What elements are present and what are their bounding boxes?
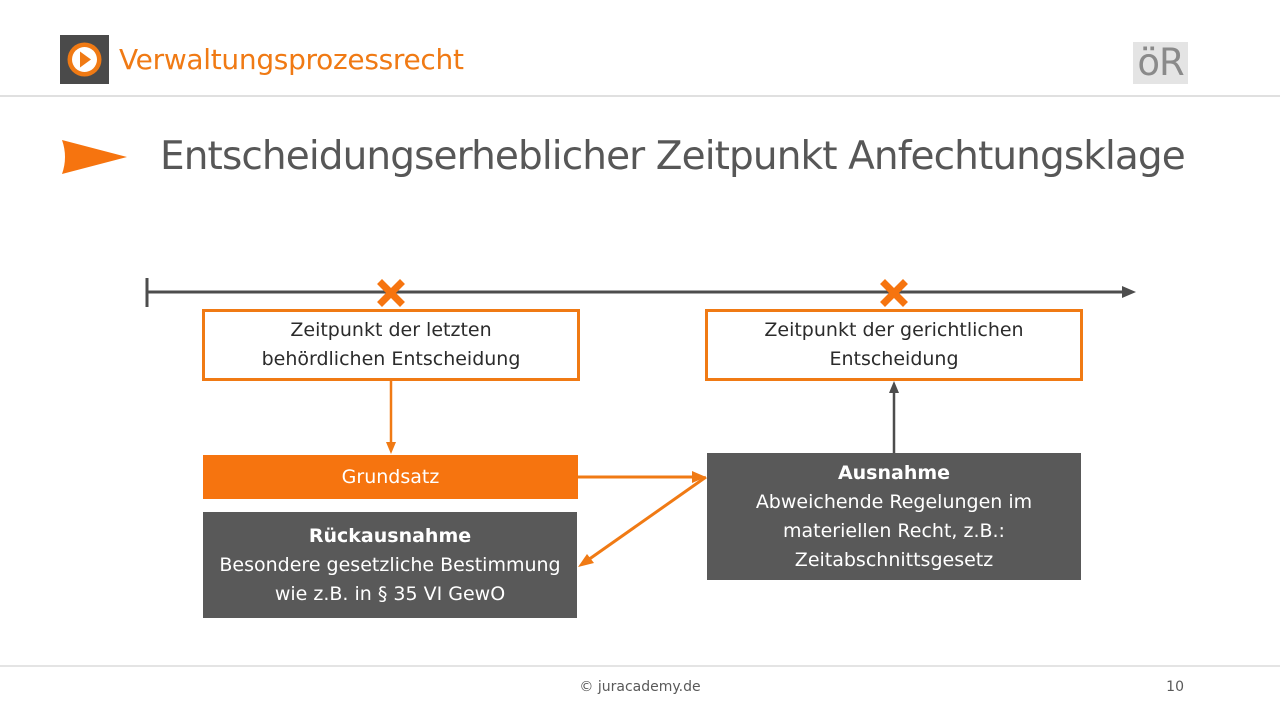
counter-exception-heading: Rückausnahme xyxy=(308,524,472,547)
counter-exception-line2: wie z.B. in § 35 VI GewO xyxy=(274,582,506,605)
timeline xyxy=(147,278,1136,307)
exception-line3: Zeitabschnittsgesetz xyxy=(794,548,994,571)
footer-divider xyxy=(0,665,1280,667)
arrow-principle-to-exception xyxy=(578,471,706,483)
admin-decision-line1: Zeitpunkt der letzten xyxy=(290,319,492,341)
exception-heading: Ausnahme xyxy=(837,461,951,484)
principle-box xyxy=(203,455,578,499)
arrow-exception-to-counter xyxy=(578,477,706,567)
exception-box xyxy=(707,453,1081,580)
admin-decision-line2: behördlichen Entscheidung xyxy=(261,348,521,370)
footer-copyright: © juracademy.de xyxy=(579,679,701,695)
principle-label: Grundsatz xyxy=(341,466,440,488)
counter-exception-box xyxy=(203,512,577,618)
slide-title: Entscheidungserheblicher Zeitpunkt Anfechtungsklage xyxy=(160,134,1185,179)
page-number: 10 xyxy=(1166,679,1184,695)
court-decision-line1: Zeitpunkt der gerichtlichen xyxy=(764,319,1024,341)
course-title: Verwaltungsprozessrecht xyxy=(119,43,464,76)
exception-line1: Abweichende Regelungen im xyxy=(755,490,1033,513)
subject-badge: öR xyxy=(1133,42,1188,84)
exception-line2: materiellen Recht, z.B.: xyxy=(783,519,1005,542)
counter-exception-line1: Besondere gesetzliche Bestimmung xyxy=(219,553,561,576)
court-decision-box xyxy=(705,309,1083,381)
court-decision-line2: Entscheidung xyxy=(829,348,959,370)
arrow-exception-to-court xyxy=(889,381,899,453)
arrow-admin-to-principle xyxy=(386,380,396,454)
admin-decision-box xyxy=(202,309,580,381)
